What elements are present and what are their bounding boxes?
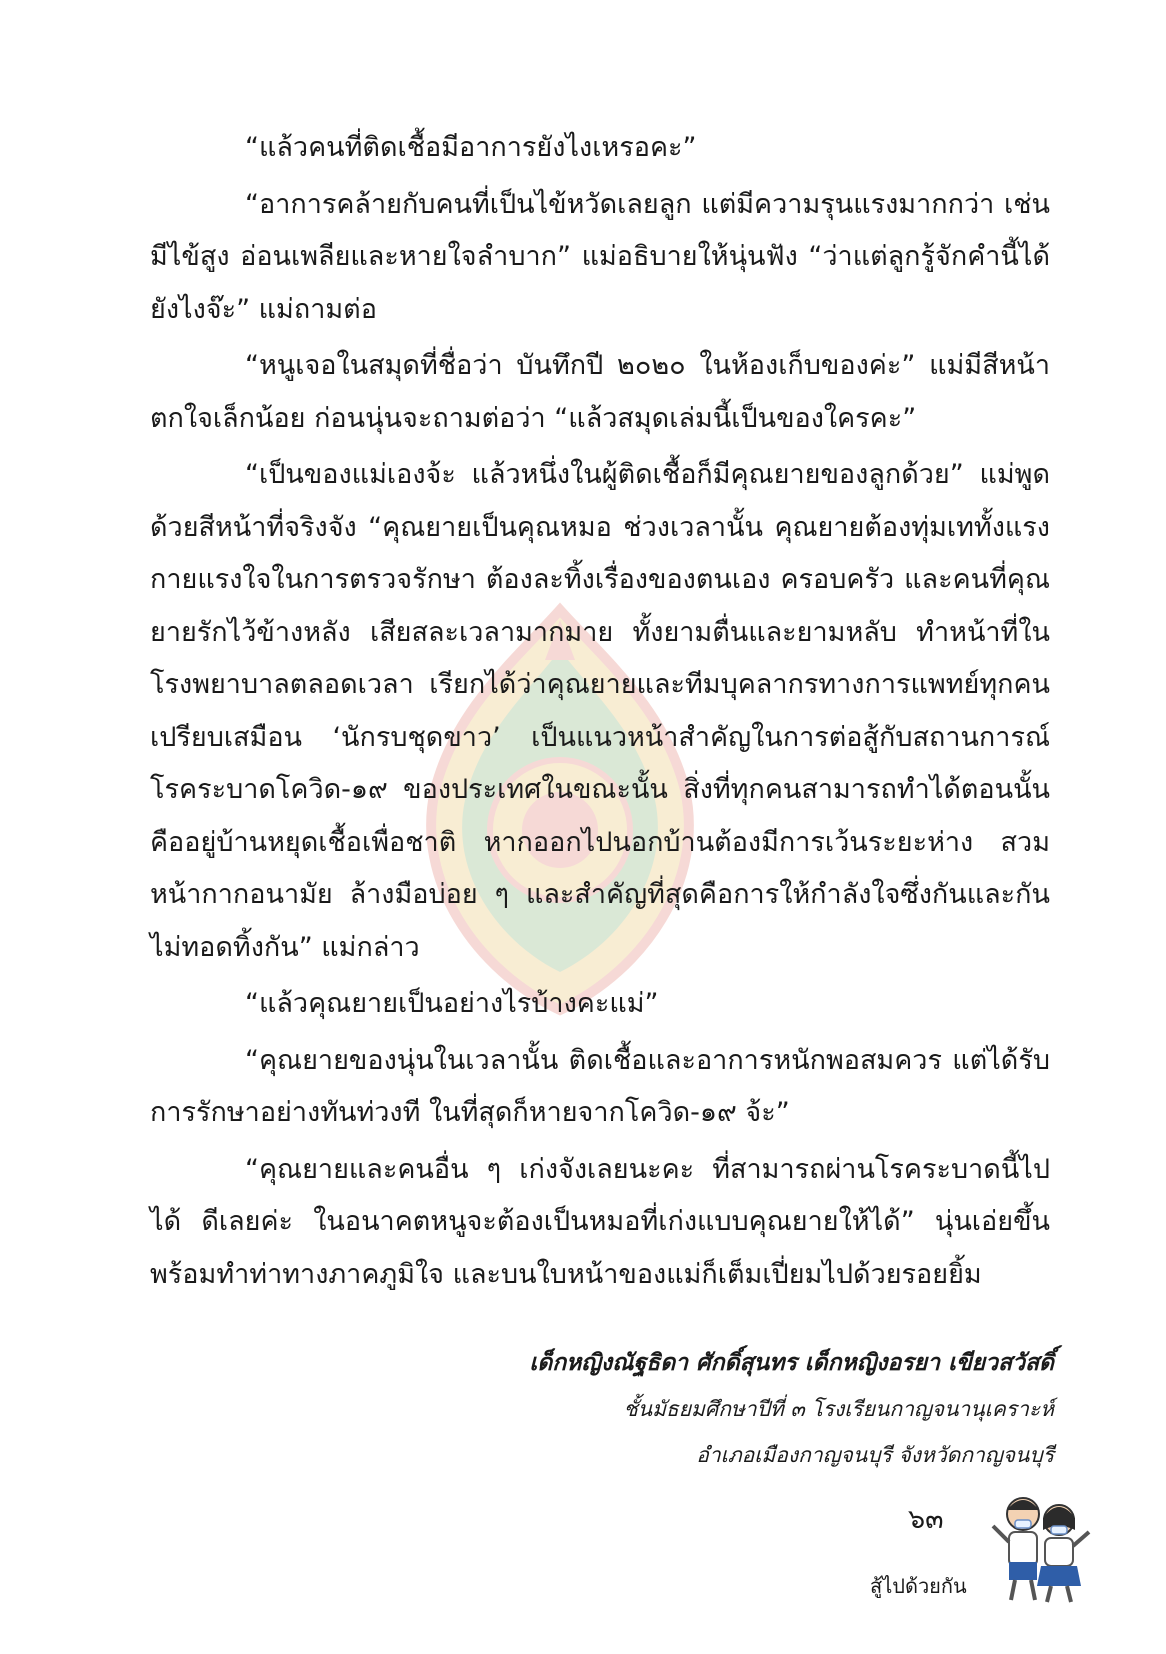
book-title: สู้ไปด้วยกัน (870, 1574, 967, 1598)
story-body (150, 122, 1050, 1301)
author-school: ชั้นมัธยมศึกษาปีที่ ๓ โรงเรียนกาญจนานุเคราะห์ (623, 1397, 1054, 1421)
author-byline (354, 1340, 1054, 1478)
paragraph: “แล้วคุณยายเป็นอย่างไรบ้างคะแม่” (245, 988, 659, 1019)
author-names: เด็กหญิงณัฐธิดา ศักดิ์สุนทร เด็กหญิงอรยา เขียวสวัสดิ์ (529, 1350, 1054, 1376)
author-location: อำเภอเมืองกาญจนบุรี จังหวัดกาญจนบุรี (696, 1443, 1054, 1467)
page-number: ๖๓ (908, 1504, 944, 1535)
paragraph: “คุณยายของนุ่นในเวลานั้น ติดเชื้อและอาการหนักพอสมควร แต่ได้รับการรักษาอย่างทันท่วงที ในที่สุดก็หายจากโควิด-๑๙ จ้ะ” (150, 1044, 1050, 1128)
paragraph: “แล้วคนที่ติดเชื้อมีอาการยังไงเหรอคะ” (245, 132, 697, 163)
paragraph: “เป็นของแม่เองจ้ะ แล้วหนึ่งในผู้ติดเชื้อก็มีคุณยายของลูกด้วย” แม่พูดด้วยสีหน้าที่จริงจัง “คุณยายเป็นคุณหมอ ช่วงเวลานั้น คุณยายต้องทุ่มเททั้งแรงกายแรงใจในการตรวจรักษา ต้องละทิ้งเรื่องของตนเอง ครอบครัว และคนที่คุณยายรักไว้ข้างหลัง เสียสละเวลามากมาย ทั้งยามตื่นและยามหลับ ทำหน้าที่ในโรงพยาบาลตลอดเวลา เรียกได้ว่าคุณยายและทีมบุคลากรทางการแพทย์ทุกคน เปรียบเสมือน ‘นักรบชุดขาว’ เป็นแนวหน้าสำคัญในการต่อสู้กับสถานการณ์โรคระบาดโควิด-๑๙ ของประเทศในขณะนั้น สิ่งที่ทุกคนสามารถทำได้ตอนนั้นคืออยู่บ้านหยุดเชื้อเพื่อชาติ หากออกไปนอกบ้านต้องมีการเว้นระยะห่าง สวมหน้ากากอนามัย ล้างมือบ่อย ๆ และสำคัญที่สุดคือการให้กำลังใจซึ่งกันและกัน ไม่ทอดทิ้งกัน” แม่กล่าว (150, 459, 1050, 963)
paragraph: “อาการคล้ายกับคนที่เป็นไข้หวัดเลยลูก แต่มีความรุนแรงมากกว่า เช่น มีไข้สูง อ่อนเพลียและหายใจลำบาก” แม่อธิบายให้นุ่นฟัง “ว่าแต่ลูกรู้จักคำนี้ได้ยังไงจ๊ะ” แม่ถามต่อ (150, 188, 1050, 325)
paragraph: “หนูเจอในสมุดที่ชื่อว่า บันทึกปี ๒๐๒๐ ในห้องเก็บของค่ะ” แม่มีสีหน้าตกใจเล็กน้อย ก่อนนุ่นจะถามต่อว่า “แล้วสมุดเล่มนี้เป็นของใครคะ” (150, 350, 1050, 434)
kids-illustration-icon (985, 1486, 1095, 1606)
paragraph: “คุณยายและคนอื่น ๆ เก่งจังเลยนะคะ ที่สามารถผ่านโรคระบาดนี้ไปได้ ดีเลยค่ะ ในอนาคตหนูจะต้องเป็นหมอที่เก่งแบบคุณยายให้ได้” นุ่นเอ่ยขึ้นพร้อมทำท่าทางภาคภูมิใจ และบนใบหน้าของแม่ก็เต็มเปี่ยมไปด้วยรอยยิ้ม (150, 1153, 1050, 1290)
